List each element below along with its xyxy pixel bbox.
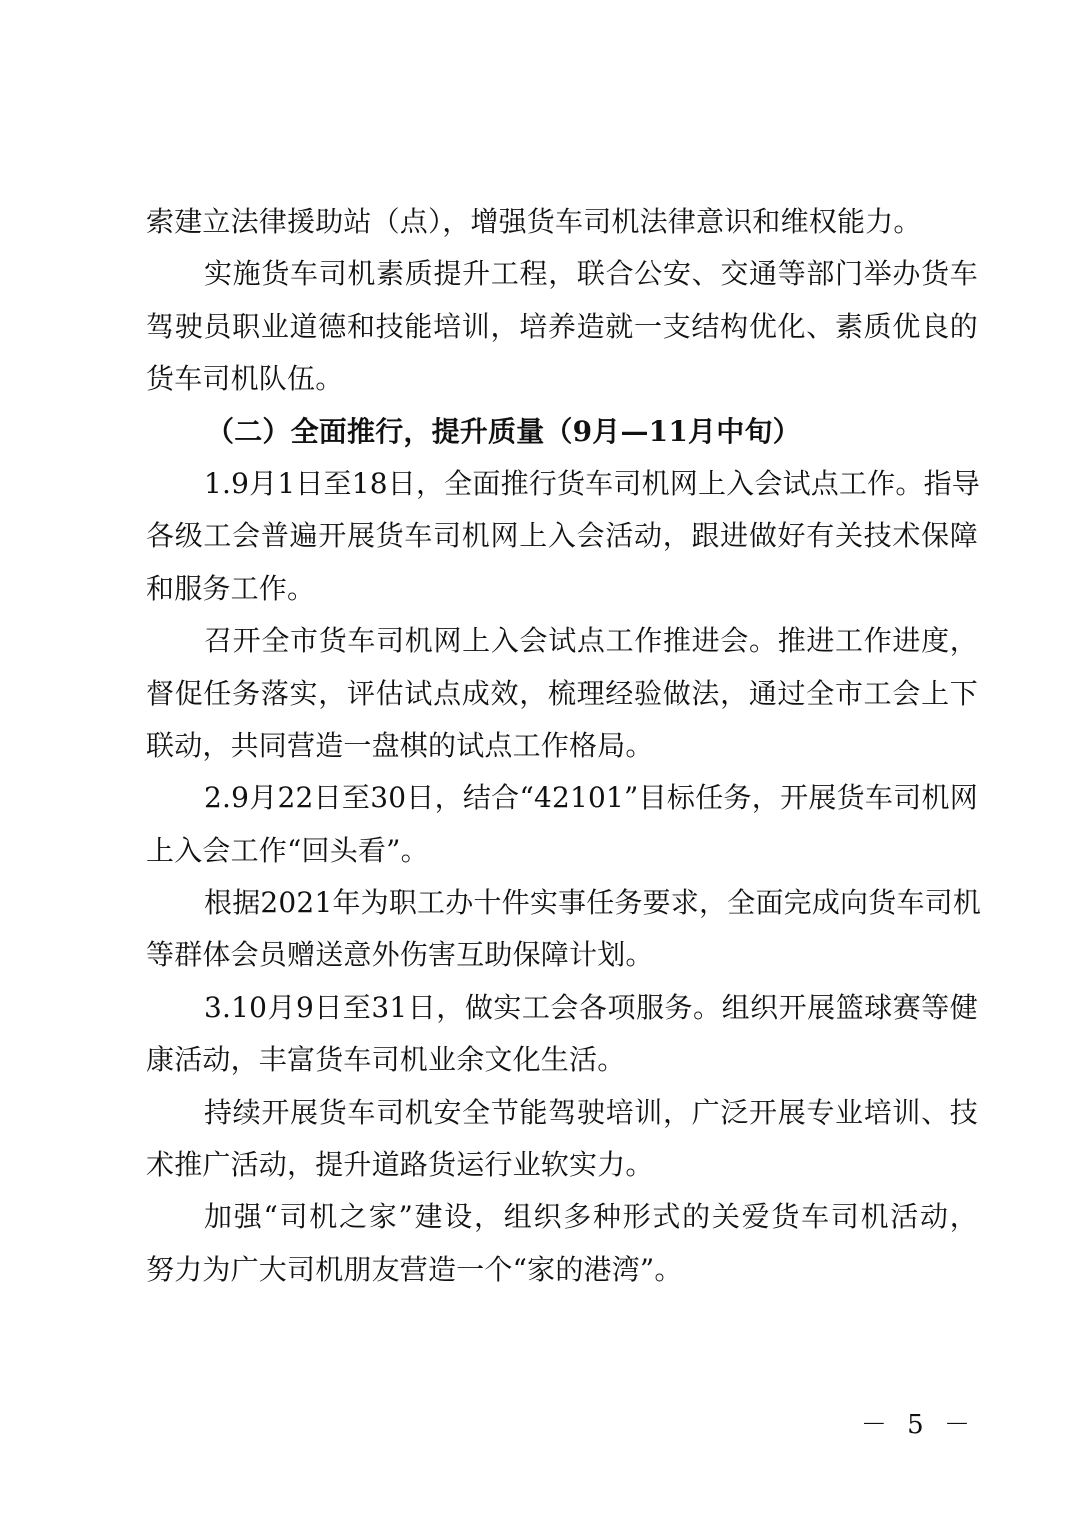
page-number: － 5 － [860,1410,976,1440]
text-line: 驾驶员职业道德和技能培训，培养造就一支结构优化、素质优良的 [146,309,978,343]
text-line: 和服务工作。 [146,571,316,605]
text-line: 持续开展货车司机安全节能驾驶培训，广泛开展专业培训、技 [204,1095,978,1129]
text-line: 货车司机队伍。 [146,362,344,396]
text-line: 术推广活动，提升道路货运行业软实力。 [146,1148,654,1182]
text-line: 联动，共同营造一盘棋的试点工作格局。 [146,728,654,762]
text-line: 等群体会员赠送意外伤害互助保障计划。 [146,938,654,972]
text-line: 上入会工作“回头看”。 [146,833,429,867]
body-text [146,196,982,1296]
text-line: 召开全市货车司机网上入会试点工作推进会。推进工作进度， [204,624,978,658]
text-line: 根据2021年为职工办十件实事任务要求，全面完成向货车司机 [204,886,982,920]
text-line: 督促任务落实，评估试点成效，梳理经验做法，通过全市工会上下 [146,676,978,710]
text-line: 各级工会普遍开展货车司机网上入会活动，跟进做好有关技术保障 [146,519,978,553]
text-line: 1.9月1日至18日，全面推行货车司机网上入会试点工作。指导 [204,466,980,500]
text-line: 2.9月22日至30日，结合“42101”目标任务，开展货车司机网 [204,781,978,815]
section-heading: （二）全面推行，提升质量（9月—11月中旬） [206,414,801,448]
text-line: 索建立法律援助站（点），增强货车司机法律意识和维权能力。 [146,205,922,238]
text-line: 3.10月9日至31日，做实工会各项服务。组织开展篮球赛等健 [204,990,978,1024]
text-line: 康活动，丰富货车司机业余文化生活。 [146,1043,626,1077]
text-line: 实施货车司机素质提升工程，联合公安、交通等部门举办货车 [204,257,978,291]
text-line: 努力为广大司机朋友营造一个“家的港湾”。 [146,1252,683,1286]
text-line: 加强“司机之家”建设，组织多种形式的关爱货车司机活动， [204,1200,978,1234]
